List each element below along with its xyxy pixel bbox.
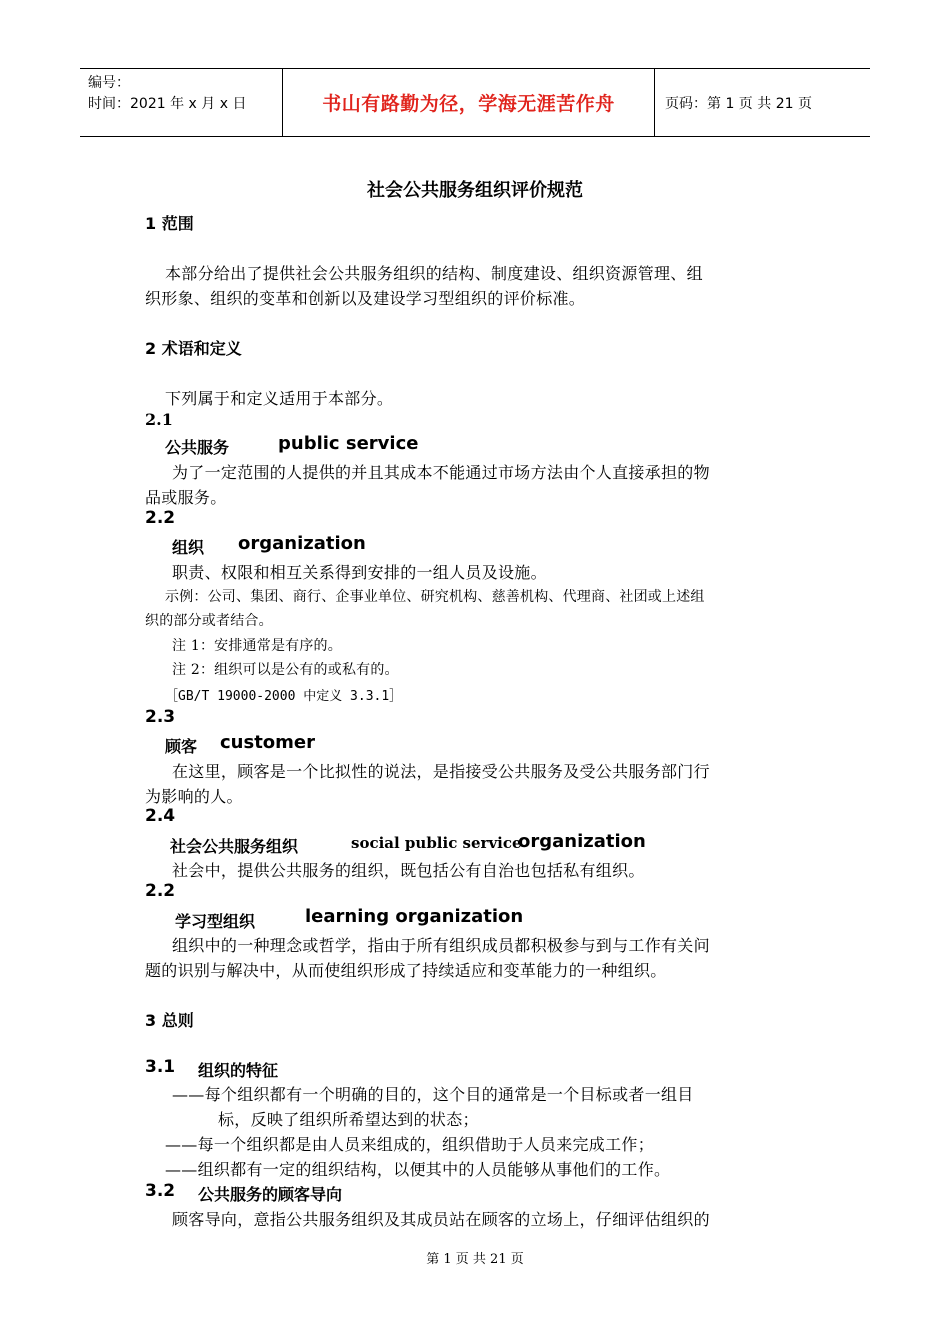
section-3-1-bullet-1-line-2: 标，反映了组织所希望达到的状态； [218,1110,479,1129]
term-2-2-number: 2.2 [145,508,176,528]
term-2-1-cn: 公共服务 [165,438,230,457]
section-3-1-title: 组织的特征 [198,1061,279,1080]
page-info: 页码：第 1 页 共 21 页 [665,95,812,112]
document-header [80,68,870,137]
term-2-2-example-line-2: 织的部分或者结合。 [145,613,273,629]
term-2-3-cn: 顾客 [165,737,198,756]
term-2-5-cn: 学习型组织 [175,912,256,931]
header-motto-cell [282,69,655,136]
term-2-2-def-line-1: 职责、权限和相互关系得到安排的一组人员及设施。 [172,563,547,582]
section-2-heading: 2 术语和定义 [145,339,242,358]
section-3-2-title: 公共服务的顾客导向 [198,1185,343,1204]
term-2-3-def-line-2: 为影响的人。 [145,787,243,806]
section-1-line-1: 本部分给出了提供社会公共服务组织的结构、制度建设、组织资源管理、组 [165,264,703,283]
term-2-2-note-1: 注 1：安排通常是有序的。 [172,638,342,654]
section-3-2-number: 3.2 [145,1181,176,1201]
page-footer: 第 1 页 共 21 页 [426,1252,524,1267]
header-page-info [655,69,870,136]
section-3-1-bullet-3: ——组织都有一定的组织结构，以便其中的人员能够从事他们的工作。 [165,1160,671,1179]
term-2-4-en-part-1: social public service [351,834,522,852]
term-2-1-en: public service [278,433,419,454]
term-2-5-number: 2.2 [145,881,176,901]
term-2-2-example-line-1: 示例：公司、集团、商行、企事业单位、研究机构、慈善机构、代理商、社团或上述组 [165,589,705,605]
term-2-2-en: organization [238,533,366,554]
term-2-1-number: 2.1 [145,410,173,429]
motto: 书山有路勤为径，学海无涯苦作舟 [322,93,615,115]
section-1-heading: 1 范围 [145,214,194,233]
term-2-5-en: learning organization [305,906,524,927]
code-label: 编号： [88,75,130,91]
doc-title: 社会公共服务组织评价规范 [367,180,583,201]
term-2-4-en-part-2: organization [518,831,646,852]
section-2-intro: 下列属于和定义适用于本部分。 [165,389,394,408]
section-3-2-line-1: 顾客导向，意指公共服务组织及其成员站在顾客的立场上，仔细评估组织的 [172,1210,710,1229]
term-2-2-note-2: 注 2：组织可以是公有的或私有的。 [172,662,399,678]
term-2-5-def-line-1: 组织中的一种理念或哲学，指由于所有组织成员都积极参与到与工作有关问 [172,936,710,955]
term-2-3-def-line-1: 在这里，顾客是一个比拟性的说法，是指接受公共服务及受公共服务部门行 [172,762,710,781]
term-2-3-en: customer [220,732,316,753]
term-2-5-def-line-2: 题的识别与解决中，从而使组织形成了持续适应和变革能力的一种组织。 [145,961,667,980]
section-1-line-2: 织形象、组织的变革和创新以及建设学习型组织的评价标准。 [145,289,586,308]
section-3-heading: 3 总则 [145,1011,194,1030]
term-2-4-def-line-1: 社会中，提供公共服务的组织，既包括公有自治也包括私有组织。 [172,861,645,880]
term-2-2-cn: 组织 [172,538,205,557]
term-2-2-reference: ［GB/T 19000-2000 中定义 3.3.1］ [165,689,403,704]
section-3-1-bullet-2: ——每一个组织都是由人员来组成的，组织借助于人员来完成工作； [165,1135,655,1154]
term-2-4-cn: 社会公共服务组织 [170,837,299,856]
term-2-4-number: 2.4 [145,806,176,826]
section-3-1-number: 3.1 [145,1057,176,1077]
term-2-3-number: 2.3 [145,707,176,727]
date-label: 时间：2021 年 x 月 x 日 [88,96,247,112]
term-2-1-def-line-2: 品或服务。 [145,488,227,507]
term-2-1-def-line-1: 为了一定范围的人提供的并且其成本不能通过市场方法由个人直接承担的物 [172,463,710,482]
section-3-1-bullet-1-line-1: ——每个组织都有一个明确的目的，这个目的通常是一个目标或者一组目 [172,1085,694,1104]
header-meta [80,69,282,136]
